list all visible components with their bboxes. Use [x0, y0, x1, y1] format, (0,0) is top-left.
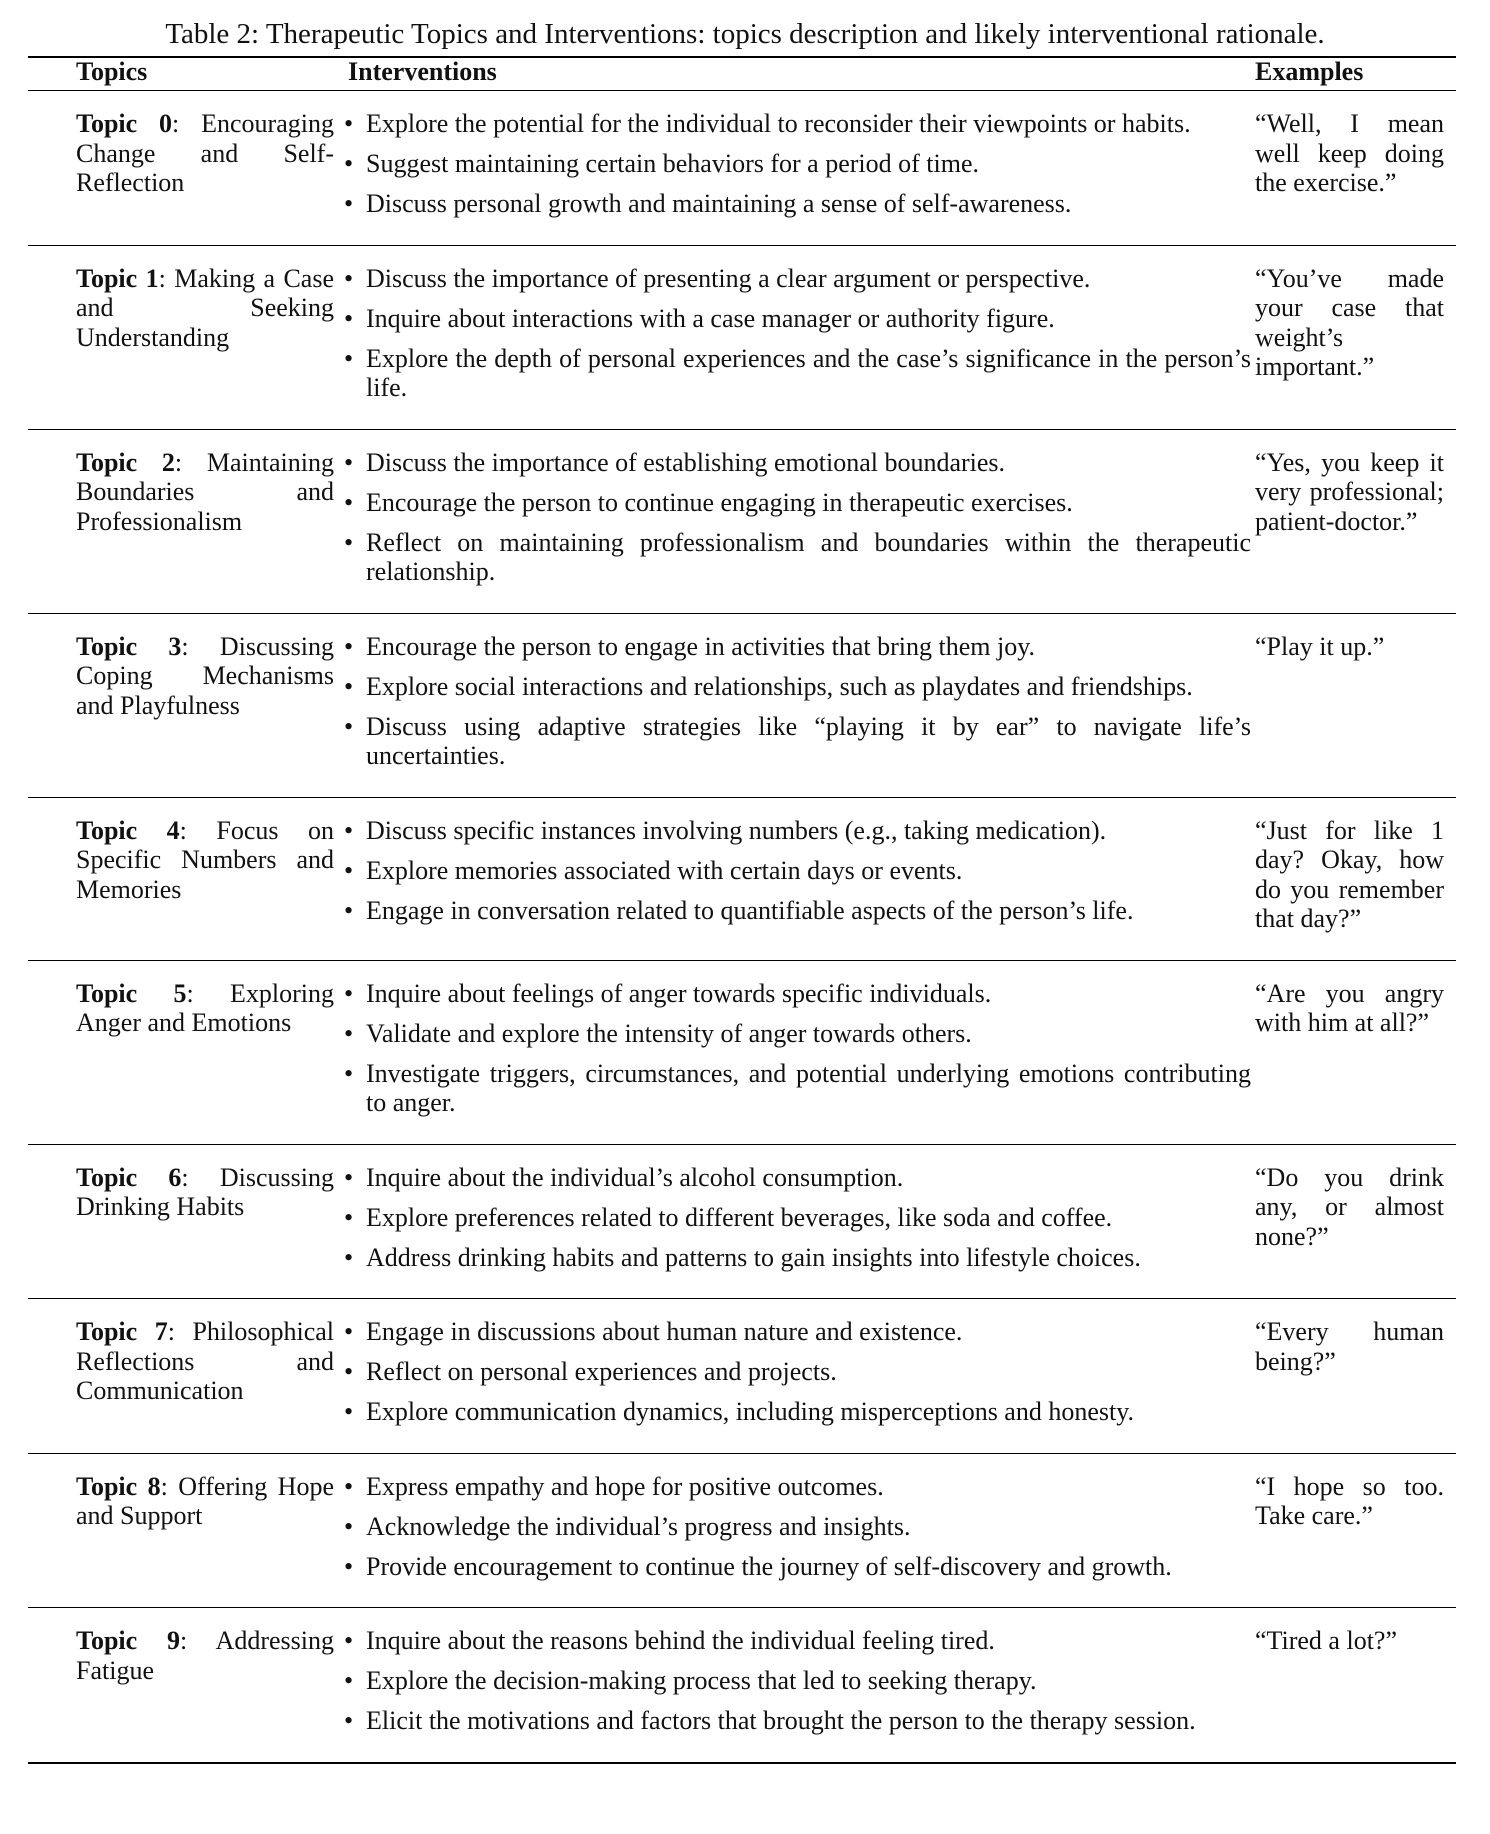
interventions-list [338, 264, 1251, 403]
intervention-item: • Inquire about interactions with a case manager or authority figure. [338, 304, 1251, 334]
interventions-list [338, 979, 1251, 1118]
interventions-list [338, 1472, 1251, 1582]
topic-title: : Philosophical Reflections and Communication [76, 1317, 334, 1405]
interventions-cell [338, 1608, 1253, 1763]
example-quote: “Yes, you keep it very professional; patient-doctor.” [1253, 429, 1456, 613]
intervention-item: • Suggest maintaining certain behaviors for a period of time. [338, 149, 1251, 179]
example-quote: “I hope so too. Take care.” [1253, 1453, 1456, 1608]
table-row [28, 1299, 1456, 1454]
topic-title: : Exploring Anger and Emotions [76, 978, 334, 1037]
topic-title: : Addressing Fatigue [76, 1626, 334, 1685]
topic-cell [28, 613, 338, 797]
table-row [28, 245, 1456, 429]
topic-title: : Maintaining Boundaries and Professionalism [76, 447, 334, 536]
intervention-item: • Acknowledge the individual’s progress and insights. [338, 1512, 1251, 1542]
example-quote: “Do you drink any, or almost none?” [1253, 1144, 1456, 1299]
intervention-item: • Discuss the importance of establishing emotional boundaries. [338, 448, 1251, 478]
interventions-cell [338, 245, 1253, 429]
example-quote: “Are you angry with him at all?” [1253, 960, 1456, 1144]
topic-cell [28, 960, 338, 1144]
intervention-item: • Elicit the motivations and factors that brought the person to the therapy session. [338, 1706, 1251, 1736]
intervention-item: • Inquire about the reasons behind the individual feeling tired. [338, 1626, 1251, 1656]
interventions-list [338, 109, 1251, 219]
topic-cell [28, 1144, 338, 1299]
interventions-cell [338, 1453, 1253, 1608]
table-row [28, 1608, 1456, 1763]
intervention-item: • Reflect on personal experiences and projects. [338, 1357, 1251, 1387]
table-row [28, 429, 1456, 613]
intervention-item: • Discuss specific instances involving numbers (e.g., taking medication). [338, 816, 1251, 846]
intervention-item: • Discuss personal growth and maintaining a sense of self-awareness. [338, 189, 1251, 219]
interventions-cell [338, 960, 1253, 1144]
intervention-item: • Engage in discussions about human nature and existence. [338, 1317, 1251, 1347]
table-row [28, 613, 1456, 797]
intervention-item: • Explore social interactions and relationships, such as playdates and friendships. [338, 672, 1251, 702]
topic-title: : Discussing Drinking Habits [76, 1162, 334, 1221]
example-quote: “Well, I mean well keep doing the exercise.” [1255, 109, 1444, 197]
intervention-item: • Provide encouragement to continue the journey of self-discovery and growth. [338, 1552, 1251, 1582]
table-row [28, 1144, 1456, 1299]
topic-label: Topic 2 [76, 447, 175, 477]
interventions-list [338, 1163, 1251, 1273]
header-examples: Examples [1253, 57, 1456, 91]
table-row [28, 960, 1456, 1144]
interventions-cell [338, 91, 1253, 246]
table-row [28, 91, 1456, 246]
topic-label: Topic 1 [76, 263, 159, 293]
table-body [28, 91, 1456, 1763]
table-row [28, 1453, 1456, 1608]
example-quote: “Tired a lot?” [1253, 1608, 1456, 1763]
topic-cell [28, 91, 338, 246]
intervention-item: • Express empathy and hope for positive outcomes. [338, 1472, 1251, 1502]
topic-label: Topic 7 [76, 1317, 168, 1346]
intervention-item: • Explore communication dynamics, including misperceptions and honesty. [338, 1397, 1251, 1427]
intervention-item: • Explore the depth of personal experiences and the case’s significance in the person’s life. [338, 344, 1251, 403]
topic-cell [28, 1453, 338, 1608]
topics-table [28, 56, 1456, 1764]
intervention-item: • Inquire about the individual’s alcohol consumption. [338, 1163, 1251, 1193]
interventions-cell [338, 1144, 1253, 1299]
topic-cell [28, 797, 338, 960]
topic-title: : Encouraging Change and Self-Reflection [76, 109, 334, 197]
interventions-list [338, 1317, 1251, 1427]
intervention-item: • Encourage the person to continue engaging in therapeutic exercises. [338, 488, 1251, 518]
topic-label: Topic 5 [76, 978, 187, 1008]
intervention-item: • Discuss the importance of presenting a clear argument or perspective. [338, 264, 1251, 294]
intervention-item: • Explore the decision-making process that led to seeking therapy. [338, 1666, 1251, 1696]
topic-label: Topic 3 [76, 631, 182, 661]
intervention-item: • Explore the potential for the individual to reconsider their viewpoints or habits. [338, 109, 1251, 139]
example-quote: “You’ve made your case that weight’s important.” [1253, 245, 1456, 429]
topic-label: Topic 9 [76, 1626, 180, 1655]
interventions-list [338, 632, 1251, 771]
intervention-item: • Address drinking habits and patterns to gain insights into lifestyle choices. [338, 1243, 1251, 1273]
intervention-item: • Explore preferences related to different beverages, like soda and coffee. [338, 1203, 1251, 1233]
intervention-item: • Discuss using adaptive strategies like “playing it by ear” to navigate life’s uncertainties. [338, 712, 1251, 771]
interventions-cell [338, 797, 1253, 960]
interventions-list [338, 1626, 1251, 1736]
intervention-item: • Investigate triggers, circumstances, and potential underlying emotions contributing to anger. [338, 1059, 1251, 1118]
example-quote: “Just for like 1 day? Okay, how do you remember that day?” [1253, 797, 1456, 960]
topic-title: : Offering Hope and Support [76, 1471, 334, 1530]
intervention-item: • Explore memories associated with certain days or events. [338, 856, 1251, 886]
intervention-item: • Validate and explore the intensity of anger towards others. [338, 1019, 1251, 1049]
interventions-cell [338, 429, 1253, 613]
header-interventions: Interventions [338, 57, 1253, 91]
header-topics: Topics [28, 57, 338, 91]
intervention-item: • Inquire about feelings of anger towards specific individuals. [338, 979, 1251, 1009]
topic-cell [28, 245, 338, 429]
topic-cell [28, 1608, 338, 1763]
example-quote: “Every human being?” [1253, 1299, 1456, 1454]
table-header-row [28, 57, 1456, 91]
interventions-list [338, 448, 1251, 587]
table-caption: Table 2: Therapeutic Topics and Interventions: topics description and likely interventional rationale. [165, 18, 1325, 50]
interventions-list [338, 816, 1251, 926]
interventions-cell [338, 1299, 1253, 1454]
example-quote: “Play it up.” [1253, 613, 1456, 797]
topic-label: Topic 4 [76, 815, 180, 845]
topic-title: : Focus on Specific Numbers and Memories [76, 815, 334, 904]
topic-cell [28, 1299, 338, 1454]
intervention-item: • Encourage the person to engage in activities that bring them joy. [338, 632, 1251, 662]
table-row [28, 797, 1456, 960]
topic-label: Topic 8 [76, 1471, 161, 1501]
topic-title: : Discussing Coping Mechanisms and Playfulness [76, 631, 334, 720]
interventions-cell [338, 613, 1253, 797]
intervention-item: • Reflect on maintaining professionalism and boundaries within the therapeutic relationship. [338, 528, 1251, 587]
topic-label: Topic 6 [76, 1162, 182, 1192]
topic-label: Topic 0 [76, 109, 173, 138]
topic-cell [28, 429, 338, 613]
intervention-item: • Engage in conversation related to quantifiable aspects of the person’s life. [338, 896, 1251, 926]
topic-title: : Making a Case and Seeking Understanding [76, 263, 334, 352]
